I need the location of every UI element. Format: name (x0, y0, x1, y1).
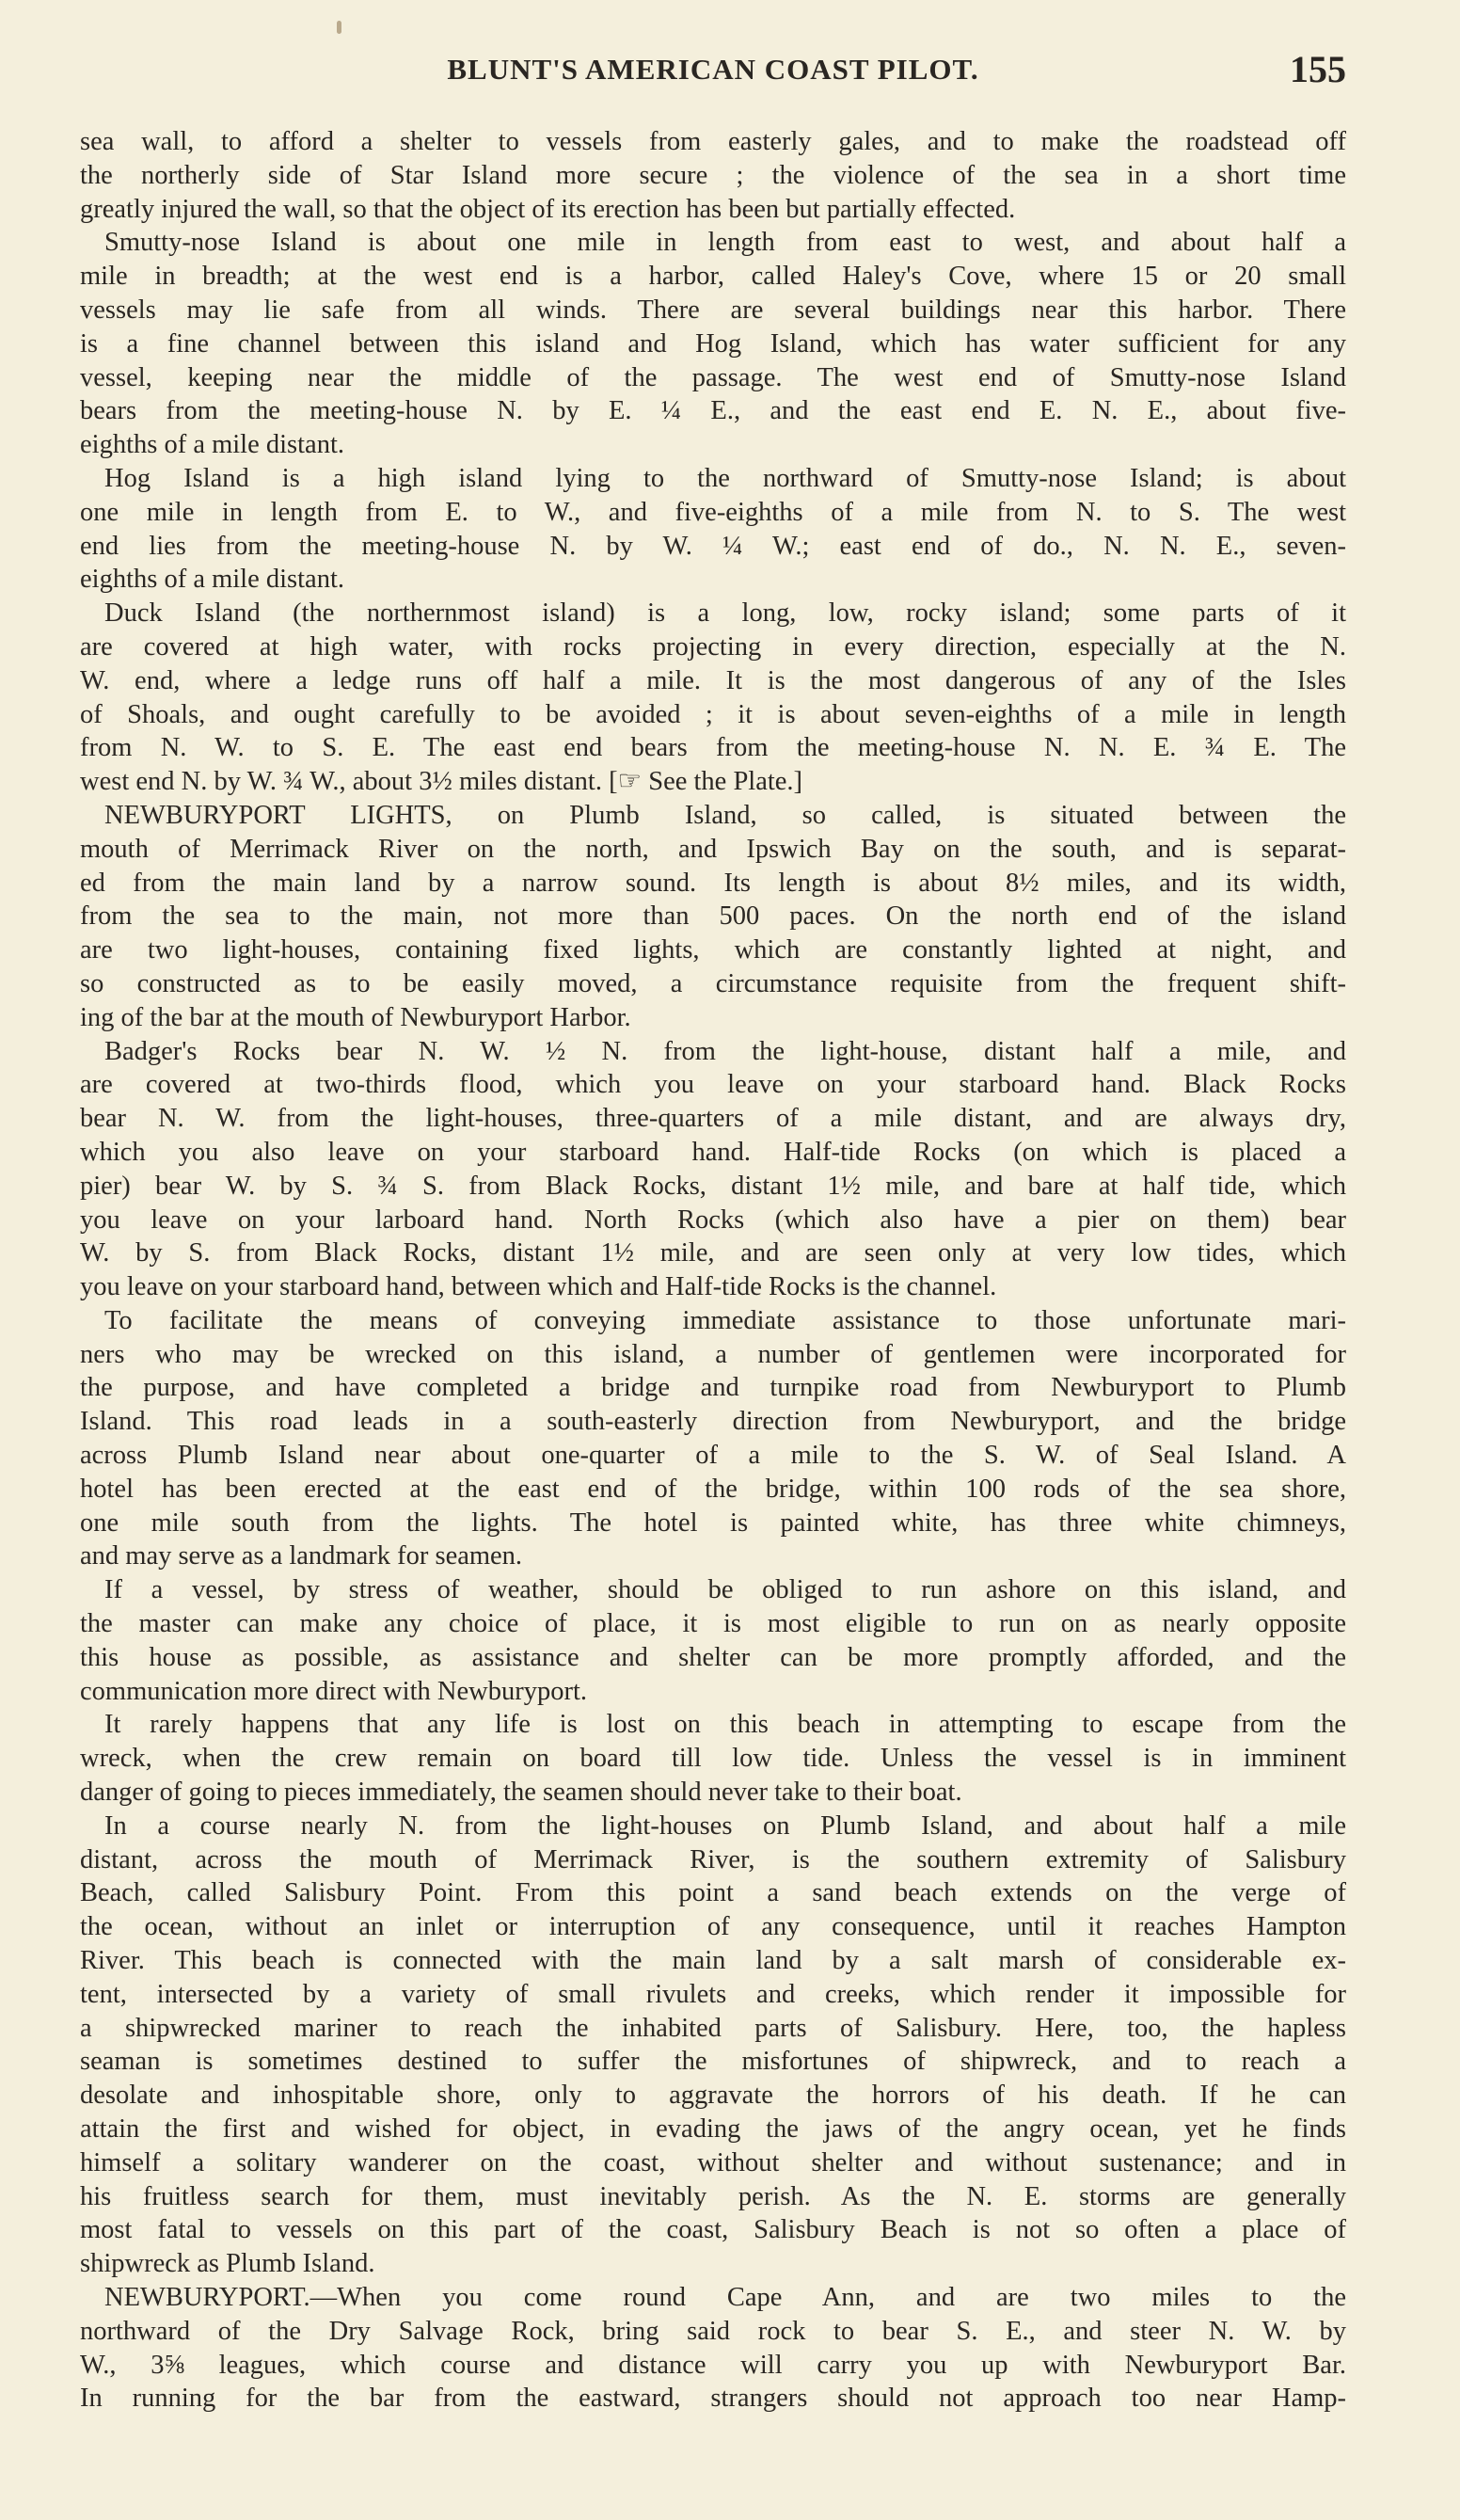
text-line: the purpose, and have completed a bridge and turnpike road from Newburyport to Plumb (80, 1373, 1346, 1403)
text-line: NEWBURYPORT LIGHTS, on Plumb Island, so called, is situated between the (104, 800, 1346, 830)
text-line: tent, intersected by a variety of small rivulets and creeks, which render it impossible for (80, 1979, 1346, 2009)
text-line: are two light-houses, containing fixed lights, which are constantly lighted at night, and (80, 935, 1346, 965)
paragraph (80, 1573, 1346, 1708)
page-speck (337, 21, 341, 34)
text-line: Duck Island (the northernmost island) is a long, low, rocky island; some parts of it (104, 598, 1346, 629)
paragraph (80, 1810, 1346, 2281)
text-line: the master can make any choice of place, it is most eligible to run on as nearly opposite (80, 1609, 1346, 1639)
text-line: of Shoals, and ought carefully to be avoided ; it is about seven-eighths of a mile in length (80, 699, 1346, 729)
text-line: desolate and inhospitable shore, only to aggravate the horrors of his death. If he can (80, 2081, 1346, 2111)
text-line: sea wall, to afford a shelter to vessels from easterly gales, and to make the roadstead off (80, 127, 1346, 156)
text-line: are covered at two-thirds flood, which you leave on your starboard hand. Black Rocks (80, 1070, 1346, 1100)
text-line: vessels may lie safe from all winds. There are several buildings near this harbor. There (80, 295, 1346, 325)
text-line: Beach, called Salisbury Point. From this point a sand beach extends on the verge of (80, 1878, 1346, 1908)
page-number: 155 (1290, 48, 1346, 90)
text-line: seaman is sometimes destined to suffer the misfortunes of shipwreck, and to reach a (80, 2047, 1346, 2077)
text-line: vessel, keeping near the middle of the passage. The west end of Smutty-nose Island (80, 362, 1346, 392)
text-line: his fruitless search for them, must inevitably perish. As the N. E. storms are generally (80, 2181, 1346, 2211)
paragraph (80, 799, 1346, 1035)
text-line: himself a solitary wanderer on the coast, without shelter and without sustenance; and in (80, 2147, 1346, 2177)
text-line: the northerly side of Star Island more secure ; the violence of the sea in a short time (80, 160, 1346, 190)
text-line: this house as possible, as assistance and shelter can be more promptly afforded, and the (80, 1642, 1346, 1672)
text-line: distant, across the mouth of Merrimack River, is the southern extremity of Salisbury (80, 1844, 1346, 1874)
text-line: Badger's Rocks bear N. W. ½ N. from the light-house, distant half a mile, and (104, 1036, 1346, 1066)
paragraph (80, 1708, 1346, 1809)
text-line: bear N. W. from the light-houses, three-quarters of a mile distant, and are always dry, (80, 1104, 1346, 1134)
running-title: BLUNT'S AMERICAN COAST PILOT. (447, 53, 979, 86)
text-line: a shipwrecked mariner to reach the inhabited parts of Salisbury. Here, too, the hapless (80, 2013, 1346, 2043)
text-line: communication more direct with Newburyport. (80, 1676, 587, 1706)
text-line: Smutty-nose Island is about one mile in length from east to west, and about half a (104, 228, 1346, 258)
text-line: River. This beach is connected with the main land by a salt marsh of considerable ex- (80, 1946, 1346, 1976)
text-line: Island. This road leads in a south-easterly direction from Newburyport, and the bridge (80, 1407, 1346, 1437)
text-line: If a vessel, by stress of weather, should be obliged to run ashore on this island, and (104, 1575, 1346, 1605)
text-line: greatly injured the wall, so that the object of its erection has been but partially effected. (80, 194, 1016, 224)
text-line: pier) bear W. by S. ¾ S. from Black Rocks, distant 1½ mile, and bare at half tide, which (80, 1171, 1346, 1201)
paragraph (80, 226, 1346, 462)
paragraph (80, 1035, 1346, 1304)
text-line: ed from the main land by a narrow sound. Its length is about 8½ miles, and its width, (80, 868, 1346, 898)
text-line: W. end, where a ledge runs off half a mile. It is the most dangerous of any of the Isles (80, 665, 1346, 695)
text-line: end lies from the meeting-house N. by W. ¼ W.; east end of do., N. N. E., seven- (80, 531, 1346, 561)
text-line: from the sea to the main, not more than 500 paces. On the north end of the island (80, 901, 1346, 932)
text-line: is a fine channel between this island and Hog Island, which has water sufficient for any (80, 328, 1346, 359)
text-line: northward of the Dry Salvage Rock, bring said rock to bear S. E., and steer N. W. by (80, 2316, 1346, 2346)
text-line: are covered at high water, with rocks projecting in every direction, especially at the N. (80, 631, 1346, 662)
text-line: most fatal to vessels on this part of the coast, Salisbury Beach is not so often a place of (80, 2215, 1346, 2245)
text-line: and may serve as a landmark for seamen. (80, 1541, 523, 1571)
text-line: from N. W. to S. E. The east end bears from the meeting-house N. N. E. ¾ E. The (80, 733, 1346, 763)
paragraph (80, 462, 1346, 597)
text-line: danger of going to pieces immediately, the seamen should never take to their boat. (80, 1778, 962, 1808)
text-line: It rarely happens that any life is lost on this beach in attempting to escape from the (104, 1710, 1346, 1740)
text-line: you leave on your starboard hand, between which and Half-tide Rocks is the channel. (80, 1272, 997, 1302)
page-header (80, 47, 1346, 88)
text-line: one mile in length from E. to W., and five-eighths of a mile from N. to S. The west (80, 497, 1346, 527)
body-text (80, 125, 1346, 2416)
text-line: one mile south from the lights. The hotel is painted white, has three white chimneys, (80, 1507, 1346, 1538)
text-line: In a course nearly N. from the light-houses on Plumb Island, and about half a mile (104, 1810, 1346, 1841)
text-line: eighths of a mile distant. (80, 565, 344, 595)
text-line: the ocean, without an inlet or interruption of any consequence, until it reaches Hampton (80, 1912, 1346, 1942)
text-line: In running for the bar from the eastward, strangers should not approach too near Hamp- (80, 2384, 1346, 2414)
text-line: hotel has been erected at the east end of the bridge, within 100 rods of the sea shore, (80, 1474, 1346, 1504)
text-line: you leave on your larboard hand. North Rocks (which also have a pier on them) bear (80, 1204, 1346, 1235)
text-line: Hog Island is a high island lying to the northward of Smutty-nose Island; is about (104, 463, 1346, 493)
text-line: so constructed as to be easily moved, a circumstance requisite from the frequent shift- (80, 968, 1346, 998)
text-line: wreck, when the crew remain on board till low tide. Unless the vessel is in imminent (80, 1744, 1346, 1774)
text-line: eighths of a mile distant. (80, 430, 344, 460)
paragraph (80, 125, 1346, 226)
text-line: mouth of Merrimack River on the north, and Ipswich Bay on the south, and is separat- (80, 834, 1346, 864)
text-line: which you also leave on your starboard hand. Half-tide Rocks (on which is placed a (80, 1137, 1346, 1167)
paragraph (80, 2281, 1346, 2416)
text-line: W. by S. from Black Rocks, distant 1½ mile, and are seen only at very low tides, which (80, 1238, 1346, 1268)
text-line: shipwreck as Plumb Island. (80, 2249, 375, 2279)
text-line: W., 3⅝ leagues, which course and distance will carry you up with Newburyport Bar. (80, 2350, 1346, 2380)
text-line: mile in breadth; at the west end is a harbor, called Haley's Cove, where 15 or 20 small (80, 262, 1346, 292)
text-line: attain the first and wished for object, in evading the jaws of the angry ocean, yet he finds (80, 2114, 1346, 2145)
text-line: ing of the bar at the mouth of Newburyport Harbor. (80, 1002, 631, 1032)
text-line: west end N. by W. ¾ W., about 3½ miles distant. [☞ See the Plate.] (80, 767, 803, 797)
text-line: ners who may be wrecked on this island, a number of gentlemen were incorporated for (80, 1339, 1346, 1369)
paragraph (80, 1304, 1346, 1573)
text-line: NEWBURYPORT.—When you come round Cape Ann, and are two miles to the (104, 2283, 1346, 2312)
text-line: To facilitate the means of conveying immediate assistance to those unfortunate mari- (104, 1305, 1346, 1335)
text-line: across Plumb Island near about one-quarter of a mile to the S. W. of Seal Island. A (80, 1441, 1346, 1471)
text-line: bears from the meeting-house N. by E. ¼ E., and the east end E. N. E., about five- (80, 396, 1346, 426)
paragraph (80, 597, 1346, 799)
